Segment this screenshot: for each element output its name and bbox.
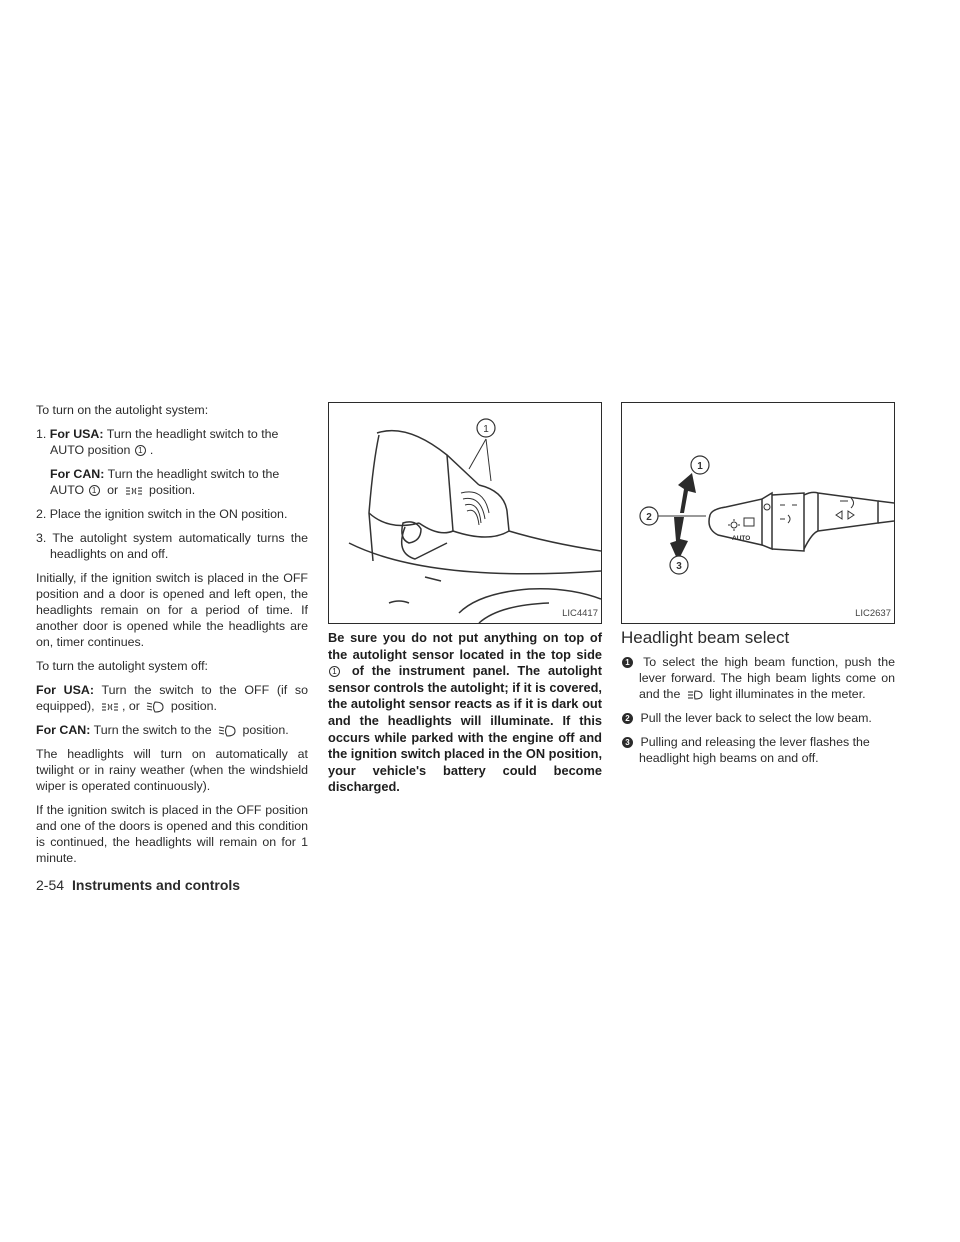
callout-3: 3 [676, 561, 682, 572]
circled-3-icon: 3 [622, 737, 633, 748]
sensor-warning: Be sure you do not put anything on top of the autolight sensor located in the top side 1 of the instrument panel. The autolight sensor controls the autolight; if it is covered, the autolight sensor reacts as if it is dark out and the headlights will illuminate. If this occurs while parked with the engine off and the ignition switch placed in the ON position, your vehicle's battery could become discharged. [328, 630, 602, 795]
circled-1-icon: 1 [622, 657, 633, 668]
callout-2: 2 [646, 512, 652, 523]
headlight-icon [218, 725, 236, 737]
parking-light-icon [101, 702, 119, 712]
headlight-lever-illustration [622, 403, 894, 623]
figure-code: LIC4417 [562, 608, 598, 619]
column-1 [36, 402, 308, 874]
step-3: 3. The autolight system automatically turns the headlights on and off. [36, 531, 308, 561]
arrow-forward [674, 473, 696, 513]
section-heading: Headlight beam select [621, 628, 790, 647]
figure-headlight-lever [621, 402, 895, 624]
step-1: 1. For USA: Turn the headlight switch to the AUTO position 1 . [36, 427, 279, 457]
autolight-sensor-illustration [329, 403, 601, 623]
figure-autolight-sensor [328, 402, 602, 624]
para-twilight: The headlights will turn on automatically at twilight or in rainy weather (when the windshield wiper is operated continuously). [36, 747, 308, 793]
para-initially: Initially, if the ignition switch is placed in the OFF position and a door is opened and left open, the headlights remain on for a period of time. If another door is opened while the headlights are on, timer continues. [36, 571, 308, 649]
arrow-back [670, 517, 688, 561]
column-2 [328, 402, 602, 804]
intro-off: To turn the autolight system off: [36, 659, 208, 673]
off-usa: For USA: Turn the switch to the OFF (if so equipped), , or position. [36, 683, 308, 713]
circled-1-icon: 1 [135, 445, 146, 456]
circled-1-icon: 1 [329, 666, 340, 677]
circled-2-icon: 2 [622, 713, 633, 724]
page-number: 2-54 [36, 877, 65, 893]
chapter-title: Instruments and controls [72, 877, 241, 893]
high-beam-indicator-icon [687, 690, 703, 700]
parking-light-icon [125, 486, 143, 496]
beam-item-2: 2 Pull the lever back to select the low beam. [621, 710, 895, 726]
column-3 [621, 402, 895, 774]
circled-1-icon: 1 [89, 485, 100, 496]
off-can: For CAN: Turn the switch to the position. [36, 723, 289, 737]
callout-1: 1 [483, 424, 489, 435]
page-footer [36, 877, 240, 893]
para-ignition: If the ignition switch is placed in the OFF position and one of the doors is opened and this condition is continued, the headlights will remain on for 1 minute. [36, 803, 308, 865]
callout-1: 1 [697, 461, 703, 472]
lever-auto-label: AUTO [732, 535, 751, 542]
beam-item-3: 3 Pulling and releasing the lever flashes the headlight high beams on and off. [621, 734, 895, 766]
beam-item-1: 1 To select the high beam function, push the lever forward. The high beam lights come on and the light illuminates in the meter. [621, 654, 895, 702]
step-1-can: For CAN: Turn the headlight switch to the AUTO 1 or position. [50, 467, 280, 497]
headlight-icon [146, 701, 164, 713]
step-2: 2. Place the ignition switch in the ON position. [36, 507, 288, 521]
intro-on: To turn on the autolight system: [36, 403, 209, 417]
figure-code: LIC2637 [855, 608, 891, 619]
